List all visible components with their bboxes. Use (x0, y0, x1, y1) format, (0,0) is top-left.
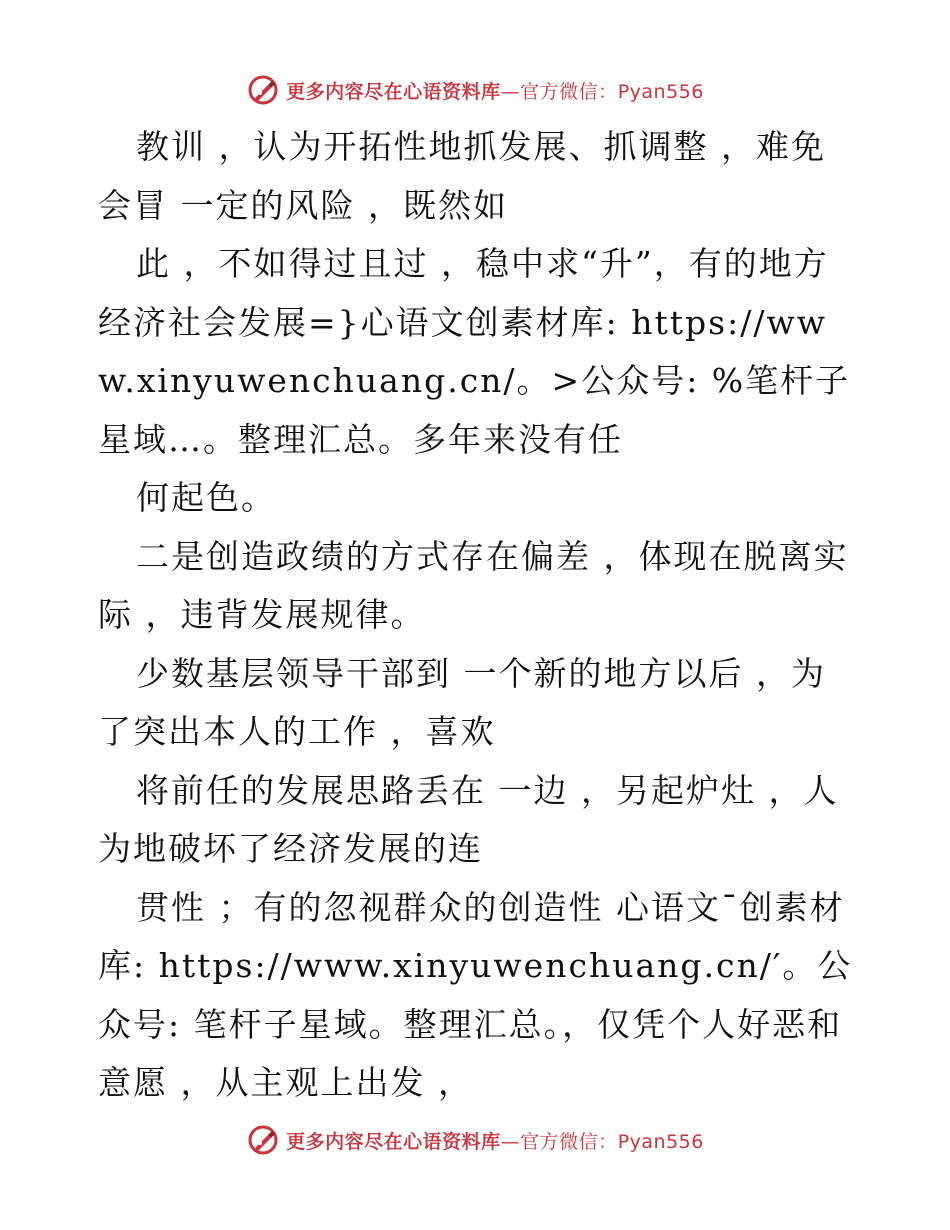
footer-banner-text (286, 1127, 704, 1154)
header-banner-dash: — (500, 80, 521, 103)
document-body (98, 118, 858, 1113)
header-banner-wechat: 官方微信： (520, 80, 618, 103)
paragraph-5: 少数基层领导干部到 一个新的地方以后 ，为了突出本人的工作 ，喜欢 (98, 653, 826, 751)
footer-banner (0, 1120, 950, 1160)
footer-banner-inner (246, 1123, 704, 1157)
footer-banner-account: Pyan556 (617, 1130, 704, 1153)
footer-banner-wechat: 官方微信： (520, 1130, 618, 1153)
header-banner-main: 更多内容尽在心语资料库 (286, 80, 501, 103)
paragraph-1: 教训 ，认为开拓性地抓发展、抓调整 ，难免会冒 一定的风险 ，既然如 (98, 127, 826, 225)
header-banner (0, 70, 950, 110)
paragraph-4: 二是创造政绩的方式存在偏差 ，体现在脱离实际 ，违背发展规律。 (98, 536, 849, 634)
pen-logo-icon (246, 1123, 280, 1157)
header-banner-account: Pyan556 (617, 80, 704, 103)
footer-banner-dash: — (500, 1130, 521, 1153)
paragraph-3: 何起色。 (136, 478, 276, 517)
header-banner-text (286, 77, 704, 104)
footer-banner-main: 更多内容尽在心语资料库 (286, 1130, 501, 1153)
paragraph-7: 贯性 ；有的忽视群众的创造性 心语文¯创素材库: https://www.xinyuwenchuang.cn/′。公众号: 笔杆子星域。整理汇总。，仅凭个人好恶和意愿 ，从主观上出发 ， (98, 887, 853, 1102)
pen-logo-icon (246, 73, 280, 107)
paragraph-6: 将前任的发展思路丢在 一边 ，另起炉灶 ，人为地破坏了经济发展的连 (98, 770, 839, 868)
header-banner-inner (246, 73, 704, 107)
paragraph-2: 此 ，不如得过且过 ，稳中求“升”，有的地方经济社会发展=}心语文创素材库: https://www.xinyuwenchuang.cn/。>公众号: %笔杆子星域…。整理汇总。多年来没有任 (98, 244, 851, 459)
